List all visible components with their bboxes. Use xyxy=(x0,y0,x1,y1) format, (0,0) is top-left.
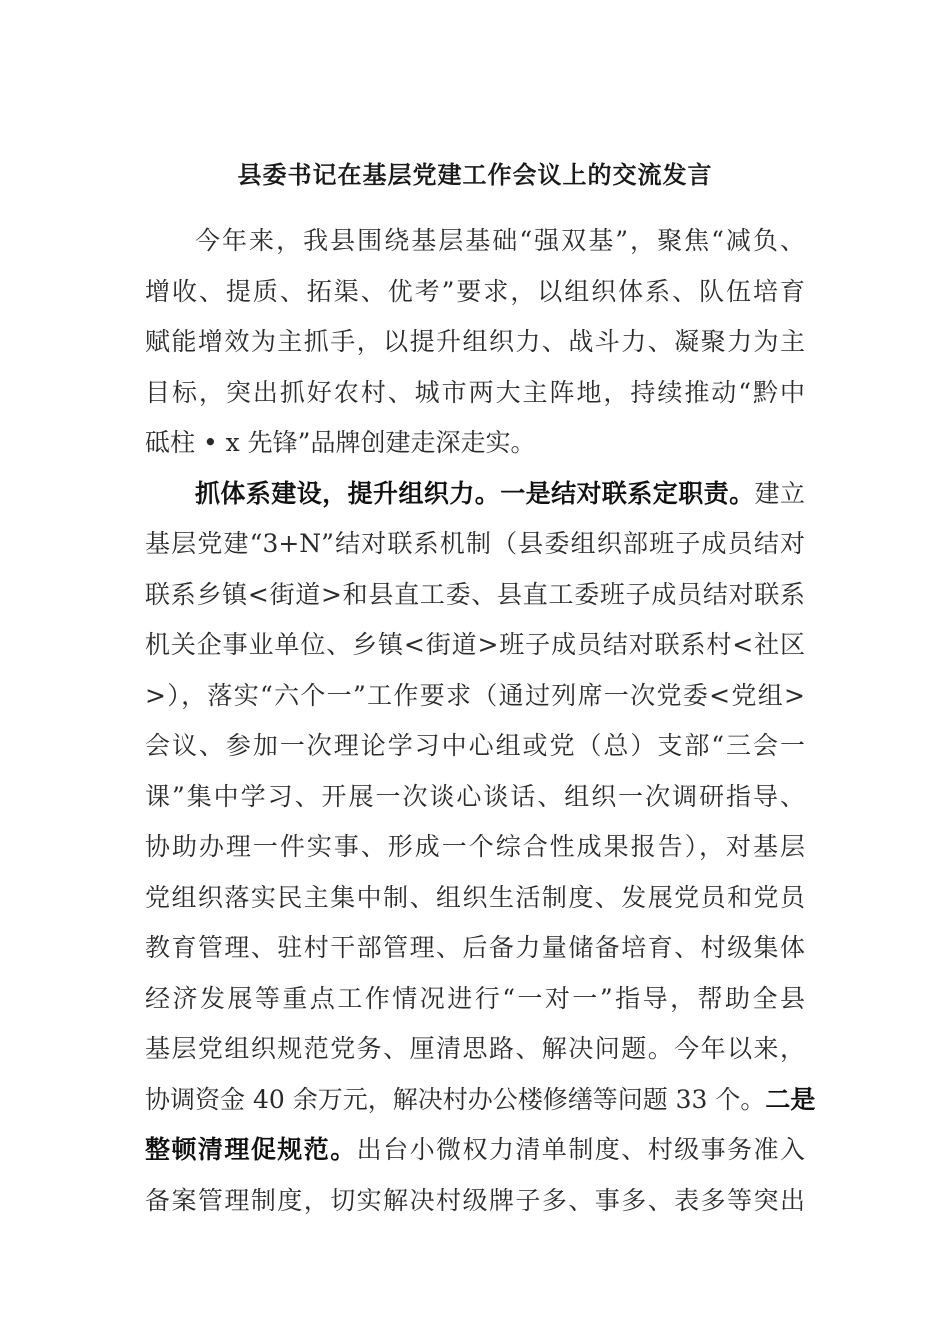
text-line: 教育管理、驻村干部管理、后备力量储备培育、村级集体 xyxy=(145,933,805,962)
text-line xyxy=(145,469,805,520)
section-heading: 抓体系建设，提升组织力。 xyxy=(195,478,501,508)
text-line: >），落实“六个一”工作要求（通过列席一次党委<党组> xyxy=(145,680,805,710)
point-title: 一是结对联系定职责。 xyxy=(500,478,755,508)
point-title: 整顿清理促规范。 xyxy=(145,1135,357,1164)
text-line: 砥柱 • x 先锋”品牌创建走深走实。 xyxy=(145,428,536,457)
text-line: 党组织落实民主集中制、组织生活制度、发展党员和党员 xyxy=(145,882,805,912)
document-body xyxy=(145,216,816,1226)
paragraph-system-building xyxy=(145,469,816,1227)
text-line: 机关企事业单位、乡镇<街道>班子成员结对联系村<社区 xyxy=(145,630,805,659)
document-title: 县委书记在基层党建工作会议上的交流发言 xyxy=(237,160,713,189)
point-title: 二是 xyxy=(765,1084,816,1114)
text-line: 基层党组织规范党务、厘清思路、解决问题。今年以来， xyxy=(145,1034,805,1063)
text-line: 会议、参加一次理论学习中心组或党（总）支部“三会一 xyxy=(145,731,805,760)
text-line: 课”集中学习、开展一次谈心谈话、组织一次调研指导、 xyxy=(145,781,805,811)
text-line: 增收、提质、拓渠、优考”要求，以组织体系、队伍培育 xyxy=(145,276,805,306)
text-line: 目标，突出抓好农村、城市两大主阵地，持续推动“黔中 xyxy=(145,377,805,407)
text-line: 经济发展等重点工作情况进行“一对一”指导，帮助全县 xyxy=(145,983,805,1013)
text-line: 联系乡镇<街道>和县直工委、县直工委班子成员结对联系 xyxy=(145,579,805,609)
text-line xyxy=(145,1075,816,1126)
text-fragment: 建立 xyxy=(754,478,805,508)
text-line: 备案管理制度，切实解决村级牌子多、事多、表多等突出 xyxy=(145,1185,805,1215)
text-fragment: 协调资金 40 余万元，解决村办公楼修缮等问题 33 个。 xyxy=(145,1084,766,1114)
text-line xyxy=(145,1125,805,1176)
text-line: 基层党建“3+N”结对联系机制（县委组织部班子成员结对 xyxy=(145,529,805,558)
text-fragment: 出台小微权力清单制度、村级事务准入 xyxy=(356,1135,805,1164)
text-line: 赋能增效为主抓手，以提升组织力、战斗力、凝聚力为主 xyxy=(145,327,805,356)
text-line: 今年来，我县围绕基层基础“强双基”，聚焦“减负、 xyxy=(195,226,805,255)
text-line: 协助办理一件实事、形成一个综合性成果报告），对基层 xyxy=(145,832,805,861)
paragraph-intro xyxy=(145,216,805,469)
